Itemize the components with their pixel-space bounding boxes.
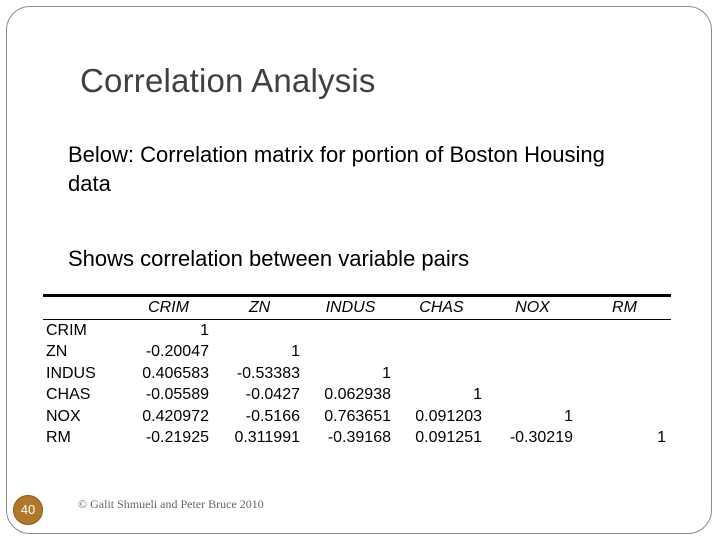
table-cell: -0.05589 [145, 386, 209, 403]
table-row [43, 427, 671, 449]
column-header-blank [43, 296, 123, 320]
column-header-nox: NOX [487, 296, 578, 320]
body-paragraph-description: Below: Correlation matrix for portion of Boston Housing data [68, 142, 605, 196]
table-row [43, 384, 671, 406]
row-label-rm: RM [46, 429, 71, 446]
table-cell [578, 319, 671, 341]
column-header-rm: RM [578, 296, 671, 320]
table-cell: 0.311991 [234, 429, 300, 446]
table-cell: -0.0427 [245, 386, 300, 403]
table-header-row [43, 296, 671, 320]
page-number-badge: 40 [13, 495, 43, 525]
table-cell: -0.5166 [245, 407, 300, 425]
table-cell: 1 [382, 364, 391, 382]
table-cell: 0.091251 [415, 429, 482, 446]
table-cell: 0.406583 [142, 364, 209, 382]
column-header-indus: INDUS [305, 296, 396, 320]
table-cell: 1 [200, 321, 209, 339]
table-cell: -0.21925 [145, 429, 209, 446]
table-cell [214, 319, 305, 341]
row-label-nox: NOX [46, 407, 81, 425]
row-label-chas: CHAS [46, 386, 91, 403]
table-cell: 1 [473, 386, 482, 403]
table-row [43, 319, 671, 341]
table-cell [578, 363, 671, 385]
table-cell [578, 406, 671, 428]
table-cell [487, 363, 578, 385]
table-cell [487, 319, 578, 341]
table-cell: 1 [657, 429, 666, 446]
table-cell [305, 341, 396, 363]
table-cell [396, 341, 487, 363]
table-cell: -0.30219 [509, 429, 573, 446]
table-cell: 0.763651 [324, 407, 391, 425]
table-cell: -0.20047 [145, 343, 209, 360]
table-cell [487, 384, 578, 406]
table-row [43, 363, 671, 385]
table-cell [578, 384, 671, 406]
copyright-footer: © Galit Shmueli and Peter Bruce 2010 [78, 497, 264, 511]
table-row [43, 341, 671, 363]
row-label-crim: CRIM [46, 321, 87, 339]
slide-title: Correlation Analysis [80, 62, 376, 99]
row-label-zn: ZN [46, 343, 68, 360]
column-header-zn: ZN [214, 296, 305, 320]
table-cell: 0.091203 [415, 407, 482, 425]
table-cell [305, 319, 396, 341]
table-cell: 0.062938 [324, 386, 391, 403]
row-label-indus: INDUS [46, 364, 96, 382]
table-cell [396, 319, 487, 341]
correlation-matrix-table [43, 294, 671, 449]
table-cell: 1 [564, 407, 573, 425]
table-cell [578, 341, 671, 363]
table-cell: 1 [291, 343, 300, 360]
table-row [43, 406, 671, 428]
table-cell: 0.420972 [142, 407, 209, 425]
table-cell: -0.39168 [327, 429, 391, 446]
column-header-chas: CHAS [396, 296, 487, 320]
body-paragraph-explanation: Shows correlation between variable pairs [68, 246, 470, 271]
table-cell [396, 363, 487, 385]
column-header-crim: CRIM [123, 296, 214, 320]
table-cell: -0.53383 [236, 364, 300, 382]
table-cell [487, 341, 578, 363]
